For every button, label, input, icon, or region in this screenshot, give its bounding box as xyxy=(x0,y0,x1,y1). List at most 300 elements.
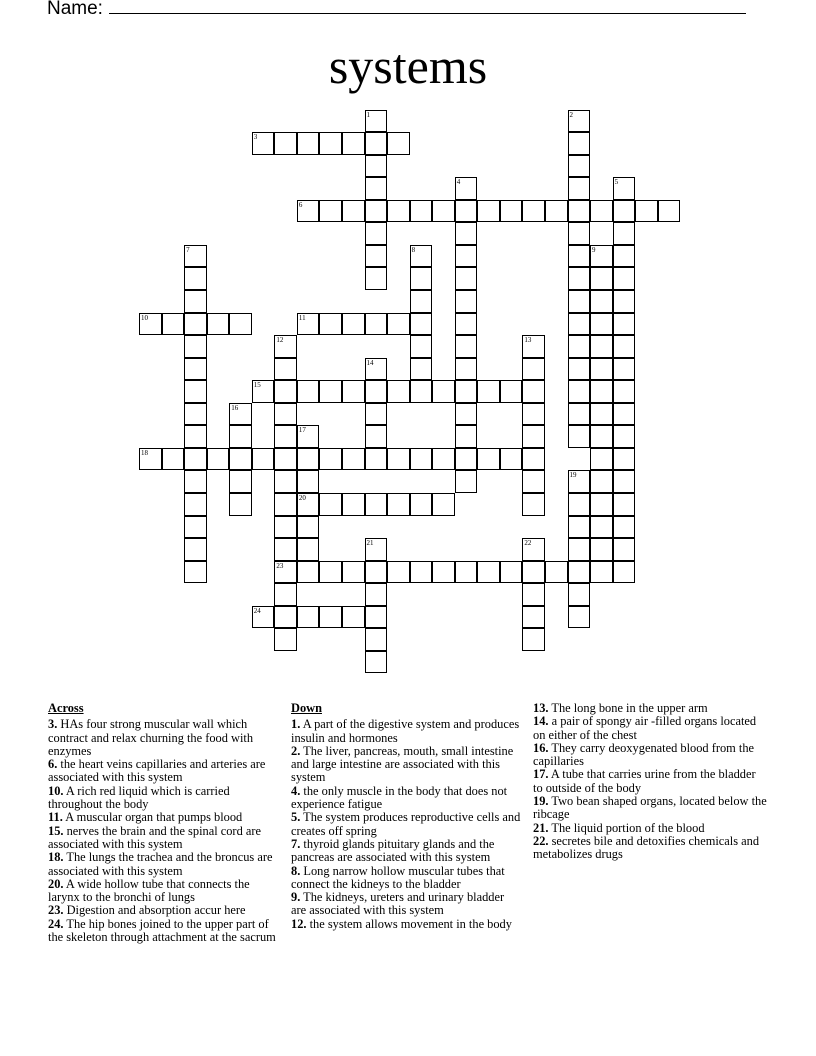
grid-cell[interactable] xyxy=(613,493,636,516)
grid-cell[interactable] xyxy=(455,358,478,381)
clue-text: A rich red liquid which is carried throughout the body xyxy=(48,783,230,812)
grid-cell[interactable] xyxy=(207,313,230,336)
clue-text: Digestion and absorption accur here xyxy=(63,903,246,918)
grid-cell[interactable] xyxy=(274,335,297,358)
grid-cell[interactable] xyxy=(410,200,433,223)
grid-cell[interactable] xyxy=(613,425,636,448)
grid-cell[interactable] xyxy=(545,200,568,223)
clue-item xyxy=(533,702,767,715)
grid-cell[interactable] xyxy=(455,290,478,313)
grid-cell[interactable] xyxy=(522,561,545,584)
grid-cell[interactable] xyxy=(590,335,613,358)
grid-cell[interactable] xyxy=(635,200,658,223)
clue-number-label: 5. xyxy=(291,810,301,825)
grid-cell[interactable] xyxy=(568,290,591,313)
grid-cell[interactable] xyxy=(410,245,433,268)
grid-cell[interactable] xyxy=(590,425,613,448)
grid-cell[interactable] xyxy=(568,425,591,448)
grid-cell[interactable] xyxy=(387,132,410,155)
grid-cell[interactable] xyxy=(613,290,636,313)
clue-item xyxy=(48,811,276,824)
grid-cell[interactable] xyxy=(365,651,388,674)
grid-cell[interactable] xyxy=(184,448,207,471)
grid-cell[interactable] xyxy=(522,493,545,516)
clue-item xyxy=(533,795,767,822)
clue-text: thyroid glands pituitary glands and the pancreas are associated with this system xyxy=(291,836,495,865)
clue-text: A wide hollow tube that connects the larynx to the bronchi of lungs xyxy=(48,876,250,905)
clue-item xyxy=(291,918,521,931)
grid-cell[interactable] xyxy=(545,561,568,584)
grid-cell[interactable] xyxy=(590,516,613,539)
grid-cell[interactable] xyxy=(410,313,433,336)
clue-number-label: 19. xyxy=(533,794,549,809)
grid-cell[interactable] xyxy=(184,335,207,358)
grid-cell[interactable] xyxy=(274,583,297,606)
grid-cell[interactable] xyxy=(252,606,275,629)
grid-cell[interactable] xyxy=(590,358,613,381)
grid-cell[interactable] xyxy=(410,267,433,290)
grid-cell[interactable] xyxy=(229,313,252,336)
grid-cell[interactable] xyxy=(365,132,388,155)
grid-cell[interactable] xyxy=(455,222,478,245)
grid-cell[interactable] xyxy=(568,493,591,516)
grid-cell[interactable] xyxy=(297,425,320,448)
grid-cell[interactable] xyxy=(613,200,636,223)
grid-cell[interactable] xyxy=(274,132,297,155)
grid-cell[interactable] xyxy=(568,313,591,336)
grid-cell[interactable] xyxy=(184,403,207,426)
grid-cell[interactable] xyxy=(342,313,365,336)
grid-cell[interactable] xyxy=(568,132,591,155)
grid-cell[interactable] xyxy=(455,425,478,448)
grid-cell[interactable] xyxy=(319,448,342,471)
grid-cell[interactable] xyxy=(387,380,410,403)
clue-number: 21 xyxy=(366,539,374,548)
grid-cell[interactable] xyxy=(387,200,410,223)
grid-cell[interactable] xyxy=(229,403,252,426)
grid-cell[interactable] xyxy=(365,110,388,133)
grid-cell[interactable] xyxy=(590,200,613,223)
grid-cell[interactable] xyxy=(522,448,545,471)
grid-cell[interactable] xyxy=(184,516,207,539)
grid-cell[interactable] xyxy=(613,538,636,561)
clue-text: secretes bile and detoxifies chemicals and metabolizes drugs xyxy=(533,833,760,862)
clue-item xyxy=(48,851,276,878)
grid-cell[interactable] xyxy=(342,132,365,155)
clue-number-label: 12. xyxy=(291,916,307,931)
grid-cell[interactable] xyxy=(455,200,478,223)
clue-number-label: 17. xyxy=(533,767,549,782)
grid-cell[interactable] xyxy=(319,561,342,584)
grid-cell[interactable] xyxy=(365,380,388,403)
grid-cell[interactable] xyxy=(568,177,591,200)
grid-cell[interactable] xyxy=(590,245,613,268)
clue-item xyxy=(291,811,521,838)
clue-text: The lungs the trachea and the broncus are associated with this system xyxy=(48,850,273,878)
clue-number: 1 xyxy=(366,110,371,119)
grid-cell[interactable] xyxy=(274,380,297,403)
grid-cell[interactable] xyxy=(522,583,545,606)
clue-number-label: 10. xyxy=(48,783,64,798)
grid-cell[interactable] xyxy=(613,561,636,584)
grid-cell[interactable] xyxy=(297,448,320,471)
clue-item xyxy=(48,878,276,905)
grid-cell[interactable] xyxy=(365,155,388,178)
clue-text: A tube that carries urine from the bladder to outside of the body xyxy=(533,767,756,795)
grid-cell[interactable] xyxy=(184,561,207,584)
grid-cell[interactable] xyxy=(184,538,207,561)
grid-cell[interactable] xyxy=(590,448,613,471)
grid-cell[interactable] xyxy=(432,561,455,584)
clue-number: 20 xyxy=(298,493,306,502)
clue-number-label: 16. xyxy=(533,740,549,755)
grid-cell[interactable] xyxy=(568,110,591,133)
grid-cell[interactable] xyxy=(590,538,613,561)
grid-cell[interactable] xyxy=(613,335,636,358)
clue-item xyxy=(48,785,276,812)
clue-number: 2 xyxy=(569,110,573,119)
grid-cell[interactable] xyxy=(590,403,613,426)
grid-cell[interactable] xyxy=(455,380,478,403)
grid-cell[interactable] xyxy=(568,403,591,426)
grid-cell[interactable] xyxy=(387,493,410,516)
name-label: Name: xyxy=(47,0,103,19)
grid-cell[interactable] xyxy=(184,470,207,493)
clue-number-label: 6. xyxy=(48,757,58,772)
grid-cell[interactable] xyxy=(590,561,613,584)
clue-number: 7 xyxy=(186,245,190,254)
grid-cell[interactable] xyxy=(184,245,207,268)
grid-cell[interactable] xyxy=(297,200,320,223)
clue-number-label: 21. xyxy=(533,820,549,835)
grid-cell[interactable] xyxy=(387,313,410,336)
grid-cell[interactable] xyxy=(365,561,388,584)
clue-text: The system produces reproductive cells and creates off spring xyxy=(291,810,521,838)
grid-cell[interactable] xyxy=(365,628,388,651)
grid-cell[interactable] xyxy=(410,358,433,381)
clue-item xyxy=(533,835,767,862)
grid-cell[interactable] xyxy=(568,200,591,223)
grid-cell[interactable] xyxy=(432,380,455,403)
grid-cell[interactable] xyxy=(342,200,365,223)
grid-cell[interactable] xyxy=(568,470,591,493)
grid-cell[interactable] xyxy=(500,448,523,471)
puzzle-title: systems xyxy=(328,38,488,94)
clue-number: 10 xyxy=(141,313,149,322)
grid-cell[interactable] xyxy=(319,493,342,516)
clue-text: They carry deoxygenated blood from the capillaries xyxy=(533,740,755,769)
clue-number-label: 3. xyxy=(48,717,58,732)
clue-number-label: 24. xyxy=(48,916,64,931)
grid-cell[interactable] xyxy=(568,583,591,606)
across-clues xyxy=(48,702,276,944)
grid-cell[interactable] xyxy=(274,628,297,651)
grid-cell[interactable] xyxy=(139,448,162,471)
grid-cell[interactable] xyxy=(522,538,545,561)
clue-item xyxy=(291,718,521,745)
clue-number: 24 xyxy=(253,606,261,615)
grid-cell[interactable] xyxy=(342,448,365,471)
grid-cell[interactable] xyxy=(568,538,591,561)
grid-cell[interactable] xyxy=(658,200,681,223)
grid-cell[interactable] xyxy=(184,313,207,336)
grid-cell[interactable] xyxy=(274,358,297,381)
grid-cell[interactable] xyxy=(184,425,207,448)
grid-cell[interactable] xyxy=(477,561,500,584)
grid-cell[interactable] xyxy=(274,516,297,539)
grid-cell[interactable] xyxy=(387,448,410,471)
grid-cell[interactable] xyxy=(274,606,297,629)
grid-cell[interactable] xyxy=(432,493,455,516)
grid-cell[interactable] xyxy=(455,245,478,268)
grid-cell[interactable] xyxy=(229,470,252,493)
grid-cell[interactable] xyxy=(410,380,433,403)
grid-cell[interactable] xyxy=(365,200,388,223)
clue-number: 9 xyxy=(592,245,596,254)
grid-cell[interactable] xyxy=(319,380,342,403)
grid-cell[interactable] xyxy=(568,516,591,539)
grid-cell[interactable] xyxy=(297,470,320,493)
grid-cell[interactable] xyxy=(568,335,591,358)
clue-text: The hip bones joined to the upper part of the skeleton through attachment at the sacrum xyxy=(48,916,276,945)
grid-cell[interactable] xyxy=(342,380,365,403)
down-heading: Down xyxy=(291,701,322,715)
grid-cell[interactable] xyxy=(274,493,297,516)
clue-number: 23 xyxy=(276,561,284,570)
clue-text: The long bone in the upper arm xyxy=(548,701,708,715)
grid-cell[interactable] xyxy=(365,425,388,448)
grid-cell[interactable] xyxy=(184,267,207,290)
clue-number-label: 22. xyxy=(533,833,549,848)
grid-cell[interactable] xyxy=(319,606,342,629)
grid-cell[interactable] xyxy=(590,380,613,403)
grid-cell[interactable] xyxy=(410,448,433,471)
clue-item xyxy=(291,785,521,812)
grid-cell[interactable] xyxy=(522,606,545,629)
clue-text: The liver, pancreas, mouth, small intestine and large intestine are associated with this system xyxy=(291,743,514,785)
clue-item xyxy=(533,715,767,742)
grid-cell[interactable] xyxy=(274,448,297,471)
grid-cell[interactable] xyxy=(297,380,320,403)
grid-cell[interactable] xyxy=(139,313,162,336)
grid-cell[interactable] xyxy=(365,358,388,381)
grid-cell[interactable] xyxy=(568,561,591,584)
grid-cell[interactable] xyxy=(613,267,636,290)
grid-cell[interactable] xyxy=(568,606,591,629)
grid-cell[interactable] xyxy=(365,583,388,606)
grid-cell[interactable] xyxy=(252,448,275,471)
grid-cell[interactable] xyxy=(613,222,636,245)
grid-cell[interactable] xyxy=(455,403,478,426)
clue-number-label: 7. xyxy=(291,836,301,851)
clue-number-label: 15. xyxy=(48,823,64,838)
clue-item xyxy=(533,742,767,769)
grid-cell[interactable] xyxy=(522,335,545,358)
grid-cell[interactable] xyxy=(342,606,365,629)
grid-cell[interactable] xyxy=(365,313,388,336)
grid-cell[interactable] xyxy=(274,538,297,561)
clue-text: The kidneys, ureters and urinary bladder are associated with this system xyxy=(291,890,505,918)
clue-number: 12 xyxy=(276,336,284,345)
grid-cell[interactable] xyxy=(455,313,478,336)
grid-cell[interactable] xyxy=(568,222,591,245)
clue-number: 11 xyxy=(298,313,306,322)
grid-cell[interactable] xyxy=(207,448,230,471)
grid-cell[interactable] xyxy=(613,380,636,403)
grid-cell[interactable] xyxy=(568,245,591,268)
grid-cell[interactable] xyxy=(432,200,455,223)
grid-cell[interactable] xyxy=(500,561,523,584)
grid-cell[interactable] xyxy=(184,493,207,516)
grid-cell[interactable] xyxy=(297,132,320,155)
clue-number-label: 9. xyxy=(291,890,301,905)
clue-number-label: 14. xyxy=(533,714,549,729)
grid-cell[interactable] xyxy=(365,538,388,561)
grid-cell[interactable] xyxy=(274,425,297,448)
grid-cell[interactable] xyxy=(522,470,545,493)
clue-item xyxy=(48,718,276,758)
grid-cell[interactable] xyxy=(590,267,613,290)
grid-cell[interactable] xyxy=(297,538,320,561)
grid-cell[interactable] xyxy=(455,267,478,290)
clue-number-label: 13. xyxy=(533,701,549,715)
grid-cell[interactable] xyxy=(410,290,433,313)
grid-cell[interactable] xyxy=(319,200,342,223)
clue-number: 22 xyxy=(524,539,532,548)
clue-item xyxy=(533,822,767,835)
grid-cell[interactable] xyxy=(613,516,636,539)
grid-cell[interactable] xyxy=(477,200,500,223)
grid-cell[interactable] xyxy=(455,335,478,358)
clue-text: nerves the brain and the spinal cord are associated with this system xyxy=(48,823,261,851)
grid-cell[interactable] xyxy=(455,448,478,471)
clue-item xyxy=(291,745,521,785)
clue-number: 13 xyxy=(524,336,532,345)
clue-number: 15 xyxy=(253,381,261,390)
grid-cell[interactable] xyxy=(365,245,388,268)
grid-cell[interactable] xyxy=(568,155,591,178)
grid-cell[interactable] xyxy=(162,313,185,336)
clue-number: 17 xyxy=(298,426,306,435)
clue-text: Two bean shaped organs, located below the ribcage xyxy=(533,794,767,822)
grid-cell[interactable] xyxy=(297,606,320,629)
grid-cell[interactable] xyxy=(500,380,523,403)
grid-cell[interactable] xyxy=(319,132,342,155)
grid-cell[interactable] xyxy=(410,335,433,358)
grid-cell[interactable] xyxy=(613,245,636,268)
clue-item xyxy=(291,865,521,892)
grid-cell[interactable] xyxy=(342,493,365,516)
grid-cell[interactable] xyxy=(365,267,388,290)
grid-cell[interactable] xyxy=(297,561,320,584)
clue-text: A part of the digestive system and produces insulin and hormones xyxy=(291,717,520,745)
grid-cell[interactable] xyxy=(252,380,275,403)
grid-cell[interactable] xyxy=(184,380,207,403)
grid-cell[interactable] xyxy=(297,516,320,539)
grid-cell[interactable] xyxy=(319,313,342,336)
clue-item xyxy=(291,838,521,865)
clue-item xyxy=(48,825,276,852)
grid-cell[interactable] xyxy=(477,448,500,471)
grid-cell[interactable] xyxy=(568,380,591,403)
grid-cell[interactable] xyxy=(410,561,433,584)
clue-text: Long narrow hollow muscular tubes that connect the kidneys to the bladder xyxy=(291,863,505,891)
clue-number: 16 xyxy=(231,403,239,412)
grid-cell[interactable] xyxy=(387,561,410,584)
grid-cell[interactable] xyxy=(590,290,613,313)
grid-cell[interactable] xyxy=(274,561,297,584)
grid-cell[interactable] xyxy=(590,313,613,336)
grid-cell[interactable] xyxy=(342,561,365,584)
grid-cell[interactable] xyxy=(522,380,545,403)
grid-cell[interactable] xyxy=(613,177,636,200)
grid-cell[interactable] xyxy=(274,403,297,426)
grid-cell[interactable] xyxy=(613,403,636,426)
grid-cell[interactable] xyxy=(522,425,545,448)
grid-cell[interactable] xyxy=(274,470,297,493)
grid-cell[interactable] xyxy=(613,448,636,471)
grid-cell[interactable] xyxy=(455,177,478,200)
clue-number-label: 4. xyxy=(291,783,301,798)
clue-number-label: 23. xyxy=(48,903,64,918)
grid-cell[interactable] xyxy=(162,448,185,471)
grid-cell[interactable] xyxy=(590,470,613,493)
clue-number: 14 xyxy=(366,358,374,367)
grid-cell[interactable] xyxy=(455,561,478,584)
grid-cell[interactable] xyxy=(522,200,545,223)
grid-cell[interactable] xyxy=(365,493,388,516)
grid-cell[interactable] xyxy=(613,313,636,336)
grid-cell[interactable] xyxy=(365,448,388,471)
grid-cell[interactable] xyxy=(568,358,591,381)
clue-text: the system allows movement in the body xyxy=(306,916,512,931)
grid-cell[interactable] xyxy=(365,177,388,200)
grid-cell[interactable] xyxy=(500,200,523,223)
grid-cell[interactable] xyxy=(365,403,388,426)
grid-cell[interactable] xyxy=(613,358,636,381)
grid-cell[interactable] xyxy=(477,380,500,403)
grid-cell[interactable] xyxy=(522,628,545,651)
grid-cell[interactable] xyxy=(297,493,320,516)
clue-number: 3 xyxy=(253,133,258,142)
grid-cell[interactable] xyxy=(184,358,207,381)
grid-cell[interactable] xyxy=(455,470,478,493)
grid-cell[interactable] xyxy=(568,267,591,290)
grid-cell[interactable] xyxy=(252,132,275,155)
grid-cell[interactable] xyxy=(365,606,388,629)
clue-item xyxy=(533,768,767,795)
grid-cell[interactable] xyxy=(229,493,252,516)
grid-cell[interactable] xyxy=(613,470,636,493)
grid-cell[interactable] xyxy=(522,358,545,381)
clue-number-label: 8. xyxy=(291,863,301,878)
grid-cell[interactable] xyxy=(590,493,613,516)
grid-cell[interactable] xyxy=(410,493,433,516)
grid-cell[interactable] xyxy=(297,313,320,336)
grid-cell[interactable] xyxy=(229,425,252,448)
clue-number: 6 xyxy=(298,200,303,209)
grid-cell[interactable] xyxy=(522,403,545,426)
grid-cell[interactable] xyxy=(432,448,455,471)
clue-number-label: 1. xyxy=(291,717,301,732)
grid-cell[interactable] xyxy=(184,290,207,313)
clue-text: a pair of spongy air -filled organs located on either of the chest xyxy=(533,714,757,742)
clue-number: 4 xyxy=(456,178,461,187)
clue-text: the heart veins capillaries and arteries are associated with this system xyxy=(48,757,266,785)
grid-cell[interactable] xyxy=(365,222,388,245)
grid-cell[interactable] xyxy=(229,448,252,471)
clue-number: 5 xyxy=(614,178,619,187)
